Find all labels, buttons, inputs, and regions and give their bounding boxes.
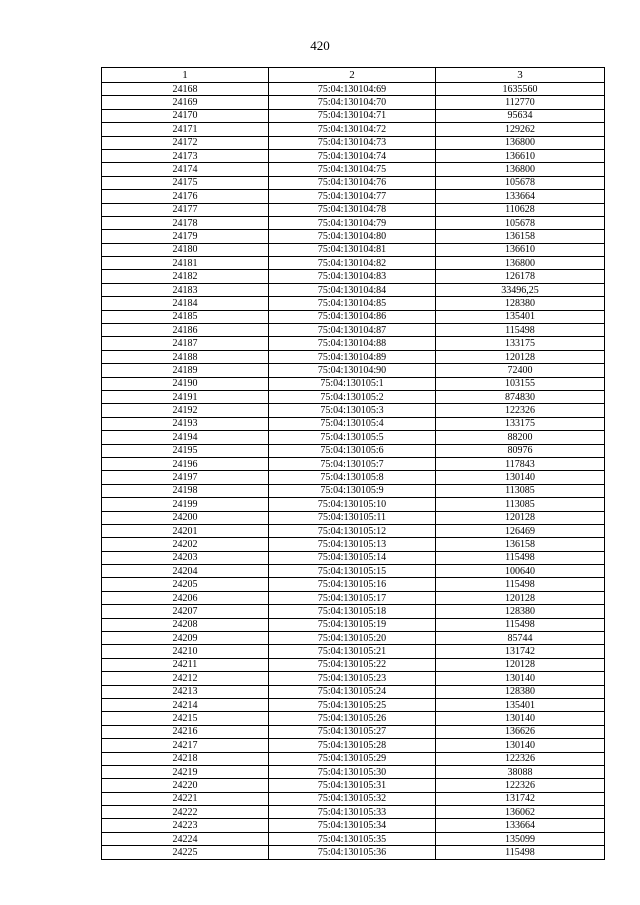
table-cell: 113085 bbox=[436, 498, 605, 511]
table-row bbox=[102, 605, 605, 618]
table-cell: 75:04:130105:27 bbox=[269, 725, 436, 738]
table-row bbox=[102, 538, 605, 551]
table-row bbox=[102, 123, 605, 136]
table-cell: 24225 bbox=[102, 846, 269, 859]
table-cell: 24179 bbox=[102, 230, 269, 243]
table-row bbox=[102, 457, 605, 470]
table-cell: 75:04:130105:29 bbox=[269, 752, 436, 765]
column-header: 1 bbox=[102, 68, 269, 83]
table-row bbox=[102, 364, 605, 377]
table-cell: 115498 bbox=[436, 578, 605, 591]
table-cell: 24187 bbox=[102, 337, 269, 350]
table-cell: 115498 bbox=[436, 618, 605, 631]
table-row bbox=[102, 337, 605, 350]
table-cell: 24189 bbox=[102, 364, 269, 377]
table-cell: 135099 bbox=[436, 832, 605, 845]
table-cell: 24181 bbox=[102, 257, 269, 270]
table-cell: 75:04:130105:26 bbox=[269, 712, 436, 725]
table-cell: 126178 bbox=[436, 270, 605, 283]
table-cell: 115498 bbox=[436, 551, 605, 564]
table-cell: 24198 bbox=[102, 484, 269, 497]
table-cell: 24209 bbox=[102, 632, 269, 645]
table-cell: 24197 bbox=[102, 471, 269, 484]
table-cell: 75:04:130105:7 bbox=[269, 457, 436, 470]
table-cell: 75:04:130104:82 bbox=[269, 257, 436, 270]
table-row bbox=[102, 832, 605, 845]
table-cell: 136062 bbox=[436, 806, 605, 819]
table-cell: 122326 bbox=[436, 404, 605, 417]
table-row bbox=[102, 632, 605, 645]
table-row bbox=[102, 524, 605, 537]
table-cell: 75:04:130105:17 bbox=[269, 591, 436, 604]
table-cell: 24185 bbox=[102, 310, 269, 323]
table-cell: 115498 bbox=[436, 324, 605, 337]
table-cell: 75:04:130105:20 bbox=[269, 632, 436, 645]
table-row bbox=[102, 685, 605, 698]
table-row bbox=[102, 283, 605, 296]
data-table bbox=[101, 67, 605, 860]
table-row bbox=[102, 417, 605, 430]
table-cell: 75:04:130104:87 bbox=[269, 324, 436, 337]
table-row bbox=[102, 484, 605, 497]
table-cell: 75:04:130105:3 bbox=[269, 404, 436, 417]
table-cell: 24216 bbox=[102, 725, 269, 738]
table-cell: 24190 bbox=[102, 377, 269, 390]
table-cell: 24168 bbox=[102, 83, 269, 96]
table-cell: 136158 bbox=[436, 230, 605, 243]
table-cell: 24184 bbox=[102, 297, 269, 310]
table-cell: 75:04:130104:76 bbox=[269, 176, 436, 189]
table-cell: 24192 bbox=[102, 404, 269, 417]
table-row bbox=[102, 324, 605, 337]
table-cell: 72400 bbox=[436, 364, 605, 377]
table-cell: 80976 bbox=[436, 444, 605, 457]
table-row bbox=[102, 672, 605, 685]
table-cell: 130140 bbox=[436, 672, 605, 685]
table-cell: 24200 bbox=[102, 511, 269, 524]
table-cell: 75:04:130105:6 bbox=[269, 444, 436, 457]
table-cell: 75:04:130105:19 bbox=[269, 618, 436, 631]
table-cell: 75:04:130105:1 bbox=[269, 377, 436, 390]
table-cell: 136800 bbox=[436, 257, 605, 270]
table-cell: 75:04:130105:36 bbox=[269, 846, 436, 859]
table-cell: 133175 bbox=[436, 417, 605, 430]
table-row bbox=[102, 404, 605, 417]
table-cell: 126469 bbox=[436, 524, 605, 537]
table-cell: 75:04:130104:81 bbox=[269, 243, 436, 256]
table-row bbox=[102, 698, 605, 711]
table-row bbox=[102, 270, 605, 283]
table-cell: 24196 bbox=[102, 457, 269, 470]
table-cell: 129262 bbox=[436, 123, 605, 136]
table-cell: 24178 bbox=[102, 216, 269, 229]
table-cell: 105678 bbox=[436, 216, 605, 229]
table-cell: 75:04:130105:12 bbox=[269, 524, 436, 537]
table-cell: 24176 bbox=[102, 190, 269, 203]
table-cell: 75:04:130105:22 bbox=[269, 658, 436, 671]
table-cell: 75:04:130104:71 bbox=[269, 109, 436, 122]
table-cell: 24217 bbox=[102, 739, 269, 752]
table-cell: 75:04:130104:89 bbox=[269, 350, 436, 363]
table-cell: 122326 bbox=[436, 752, 605, 765]
table-row bbox=[102, 83, 605, 96]
table-row bbox=[102, 712, 605, 725]
table-cell: 24169 bbox=[102, 96, 269, 109]
table-cell: 75:04:130105:33 bbox=[269, 806, 436, 819]
table-row bbox=[102, 725, 605, 738]
table-cell: 24208 bbox=[102, 618, 269, 631]
table-row bbox=[102, 471, 605, 484]
table-cell: 24212 bbox=[102, 672, 269, 685]
table-row bbox=[102, 739, 605, 752]
table-cell: 112770 bbox=[436, 96, 605, 109]
table-cell: 24218 bbox=[102, 752, 269, 765]
table-cell: 24213 bbox=[102, 685, 269, 698]
table-cell: 24223 bbox=[102, 819, 269, 832]
table-cell: 128380 bbox=[436, 297, 605, 310]
table-cell: 75:04:130105:15 bbox=[269, 565, 436, 578]
table-cell: 75:04:130105:23 bbox=[269, 672, 436, 685]
table-cell: 75:04:130105:30 bbox=[269, 765, 436, 778]
table-cell: 128380 bbox=[436, 685, 605, 698]
table-cell: 115498 bbox=[436, 846, 605, 859]
table-cell: 874830 bbox=[436, 390, 605, 403]
table-cell: 24204 bbox=[102, 565, 269, 578]
table-cell: 24175 bbox=[102, 176, 269, 189]
table-row bbox=[102, 176, 605, 189]
table-body bbox=[102, 83, 605, 860]
table-cell: 24194 bbox=[102, 431, 269, 444]
table-cell: 24207 bbox=[102, 605, 269, 618]
table-cell: 75:04:130104:74 bbox=[269, 149, 436, 162]
table-cell: 24193 bbox=[102, 417, 269, 430]
table-cell: 75:04:130105:9 bbox=[269, 484, 436, 497]
table-row bbox=[102, 136, 605, 149]
table-cell: 122326 bbox=[436, 779, 605, 792]
table-cell: 24180 bbox=[102, 243, 269, 256]
table-cell: 24182 bbox=[102, 270, 269, 283]
table-cell: 75:04:130104:79 bbox=[269, 216, 436, 229]
table-row bbox=[102, 190, 605, 203]
table-row bbox=[102, 591, 605, 604]
table-cell: 75:04:130104:88 bbox=[269, 337, 436, 350]
table-cell: 131742 bbox=[436, 645, 605, 658]
table-cell: 75:04:130105:13 bbox=[269, 538, 436, 551]
table-cell: 75:04:130105:11 bbox=[269, 511, 436, 524]
table-row bbox=[102, 243, 605, 256]
table-cell: 38088 bbox=[436, 765, 605, 778]
table-cell: 88200 bbox=[436, 431, 605, 444]
table-cell: 24172 bbox=[102, 136, 269, 149]
table-cell: 24203 bbox=[102, 551, 269, 564]
table-cell: 24202 bbox=[102, 538, 269, 551]
table-cell: 117843 bbox=[436, 457, 605, 470]
table-cell: 75:04:130105:14 bbox=[269, 551, 436, 564]
table-row bbox=[102, 806, 605, 819]
table-row bbox=[102, 498, 605, 511]
table-row bbox=[102, 350, 605, 363]
table-cell: 24220 bbox=[102, 779, 269, 792]
table-cell: 75:04:130105:5 bbox=[269, 431, 436, 444]
table-cell: 75:04:130104:84 bbox=[269, 283, 436, 296]
table-row bbox=[102, 792, 605, 805]
table-cell: 24219 bbox=[102, 765, 269, 778]
table-cell: 75:04:130105:18 bbox=[269, 605, 436, 618]
table-row bbox=[102, 297, 605, 310]
table-cell: 24199 bbox=[102, 498, 269, 511]
table-row bbox=[102, 578, 605, 591]
table-cell: 100640 bbox=[436, 565, 605, 578]
table-cell: 24173 bbox=[102, 149, 269, 162]
table-cell: 75:04:130105:10 bbox=[269, 498, 436, 511]
table-cell: 75:04:130104:90 bbox=[269, 364, 436, 377]
table-cell: 133664 bbox=[436, 819, 605, 832]
table-cell: 95634 bbox=[436, 109, 605, 122]
table-row bbox=[102, 511, 605, 524]
table-row bbox=[102, 658, 605, 671]
table-cell: 24205 bbox=[102, 578, 269, 591]
table-cell: 75:04:130104:80 bbox=[269, 230, 436, 243]
table-cell: 133175 bbox=[436, 337, 605, 350]
table-cell: 24195 bbox=[102, 444, 269, 457]
table-row bbox=[102, 390, 605, 403]
table-cell: 75:04:130105:34 bbox=[269, 819, 436, 832]
table-cell: 24177 bbox=[102, 203, 269, 216]
table-cell: 75:04:130105:32 bbox=[269, 792, 436, 805]
table-cell: 75:04:130104:72 bbox=[269, 123, 436, 136]
table-cell: 75:04:130104:75 bbox=[269, 163, 436, 176]
page-number: 420 bbox=[310, 38, 330, 53]
table-cell: 75:04:130104:69 bbox=[269, 83, 436, 96]
table-cell: 130140 bbox=[436, 712, 605, 725]
table-cell: 24214 bbox=[102, 698, 269, 711]
table-cell: 135401 bbox=[436, 310, 605, 323]
table-cell: 24201 bbox=[102, 524, 269, 537]
table-cell: 105678 bbox=[436, 176, 605, 189]
table-row bbox=[102, 96, 605, 109]
table-row bbox=[102, 565, 605, 578]
table-cell: 75:04:130104:70 bbox=[269, 96, 436, 109]
table-cell: 75:04:130105:8 bbox=[269, 471, 436, 484]
table-cell: 24210 bbox=[102, 645, 269, 658]
table-cell: 75:04:130105:35 bbox=[269, 832, 436, 845]
table-cell: 136800 bbox=[436, 136, 605, 149]
table-cell: 85744 bbox=[436, 632, 605, 645]
table-cell: 75:04:130105:24 bbox=[269, 685, 436, 698]
table-cell: 24211 bbox=[102, 658, 269, 671]
table-row bbox=[102, 819, 605, 832]
table-cell: 75:04:130105:25 bbox=[269, 698, 436, 711]
table-row bbox=[102, 765, 605, 778]
table-row bbox=[102, 431, 605, 444]
table-cell: 24222 bbox=[102, 806, 269, 819]
table-cell: 24224 bbox=[102, 832, 269, 845]
table-cell: 24171 bbox=[102, 123, 269, 136]
table-cell: 75:04:130105:31 bbox=[269, 779, 436, 792]
table-cell: 24215 bbox=[102, 712, 269, 725]
table-cell: 24188 bbox=[102, 350, 269, 363]
table-row bbox=[102, 444, 605, 457]
table-cell: 75:04:130104:77 bbox=[269, 190, 436, 203]
table-cell: 136610 bbox=[436, 149, 605, 162]
table-row bbox=[102, 163, 605, 176]
table-cell: 130140 bbox=[436, 739, 605, 752]
table-row bbox=[102, 377, 605, 390]
table-cell: 75:04:130105:4 bbox=[269, 417, 436, 430]
table-cell: 136626 bbox=[436, 725, 605, 738]
table-cell: 120128 bbox=[436, 511, 605, 524]
table-row bbox=[102, 752, 605, 765]
table-cell: 120128 bbox=[436, 658, 605, 671]
table-cell: 24170 bbox=[102, 109, 269, 122]
table-header-row bbox=[102, 68, 605, 83]
column-header: 3 bbox=[436, 68, 605, 83]
table-row bbox=[102, 645, 605, 658]
table-cell: 131742 bbox=[436, 792, 605, 805]
table-cell: 128380 bbox=[436, 605, 605, 618]
table-row bbox=[102, 310, 605, 323]
table-row bbox=[102, 216, 605, 229]
table-cell: 1635560 bbox=[436, 83, 605, 96]
table-cell: 103155 bbox=[436, 377, 605, 390]
table-row bbox=[102, 257, 605, 270]
table-cell: 136800 bbox=[436, 163, 605, 176]
table-cell: 75:04:130104:83 bbox=[269, 270, 436, 283]
table-cell: 133664 bbox=[436, 190, 605, 203]
column-header: 2 bbox=[269, 68, 436, 83]
table-cell: 24186 bbox=[102, 324, 269, 337]
table-cell: 75:04:130104:78 bbox=[269, 203, 436, 216]
table-cell: 75:04:130105:16 bbox=[269, 578, 436, 591]
table-cell: 135401 bbox=[436, 698, 605, 711]
table-row bbox=[102, 846, 605, 859]
table-row bbox=[102, 779, 605, 792]
table-cell: 110628 bbox=[436, 203, 605, 216]
table-cell: 24191 bbox=[102, 390, 269, 403]
table-cell: 24206 bbox=[102, 591, 269, 604]
table-cell: 75:04:130105:21 bbox=[269, 645, 436, 658]
table-row bbox=[102, 551, 605, 564]
table-cell: 120128 bbox=[436, 591, 605, 604]
table-cell: 75:04:130105:2 bbox=[269, 390, 436, 403]
table-cell: 130140 bbox=[436, 471, 605, 484]
table-cell: 75:04:130104:85 bbox=[269, 297, 436, 310]
table-cell: 33496,25 bbox=[436, 283, 605, 296]
table-cell: 75:04:130105:28 bbox=[269, 739, 436, 752]
table-row bbox=[102, 149, 605, 162]
table-cell: 136158 bbox=[436, 538, 605, 551]
table-cell: 113085 bbox=[436, 484, 605, 497]
table-row bbox=[102, 618, 605, 631]
table-cell: 136610 bbox=[436, 243, 605, 256]
table-cell: 24174 bbox=[102, 163, 269, 176]
table-cell: 120128 bbox=[436, 350, 605, 363]
table-row bbox=[102, 203, 605, 216]
table-cell: 75:04:130104:86 bbox=[269, 310, 436, 323]
table-cell: 24183 bbox=[102, 283, 269, 296]
table-cell: 24221 bbox=[102, 792, 269, 805]
table-cell: 75:04:130104:73 bbox=[269, 136, 436, 149]
table-row bbox=[102, 230, 605, 243]
table-row bbox=[102, 109, 605, 122]
